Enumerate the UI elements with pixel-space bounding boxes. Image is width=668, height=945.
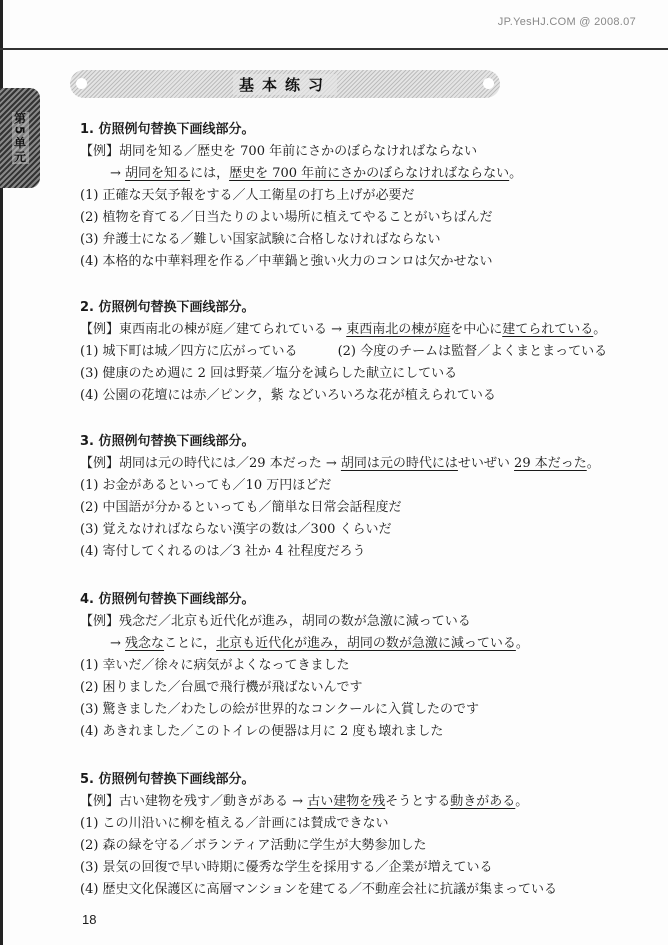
exercise-item: (4) 歴史文化保護区に高層マンションを建てる／不動産会社に抗議が集まっている — [80, 882, 557, 897]
example-text: 東西南北の棟が庭／建てられている — [119, 322, 328, 337]
answer-text: 。 — [586, 456, 600, 471]
exercise-section-5 — [80, 768, 650, 901]
exercise-section-1 — [80, 118, 650, 273]
exercise-section-4 — [80, 588, 650, 743]
answer-text: 。 — [509, 166, 523, 181]
exercise-section-3 — [80, 430, 650, 563]
exercise-item: (2) 今度のチームは監督／よくまとまっている — [337, 344, 608, 359]
underlined-text: 古い建物を残 — [307, 794, 386, 809]
underlined-text: 29 本だった — [514, 456, 587, 471]
example-label: 【例】 — [80, 794, 120, 809]
arrow-icon: → — [110, 166, 121, 181]
header-rule — [0, 48, 668, 50]
answer-text: ことに， — [164, 636, 217, 651]
example-line — [80, 319, 650, 341]
banner-dot-icon — [76, 78, 87, 89]
underlined-text: 残念な — [125, 636, 165, 651]
exercise-item: (2) 中国語が分かるといっても／簡単な日常会話程度だ — [80, 500, 402, 515]
underlined-text: 歴史を 700 年前にさかのぼらなければならない — [229, 166, 510, 181]
banner-title: 基本练习 — [233, 74, 337, 95]
example-label: 【例】 — [80, 144, 120, 159]
exercise-item: (1) 幸いだ／徐々に病気がよくなってきました — [80, 658, 350, 673]
underlined-text: 建てられている — [502, 322, 594, 337]
unit-tab-label: 第5单元 — [12, 111, 27, 165]
section-banner — [70, 70, 500, 98]
arrow-icon: → — [331, 322, 343, 337]
exercise-item: (2) 植物を育てる／日当たりのよい場所に植えてやることがいちばんだ — [80, 210, 493, 225]
exercise-item: (4) 公園の花壇には赤／ピンク，紫 などいろいろな花が植えられている — [80, 388, 496, 403]
section-heading: 3. 仿照例句替换下画线部分。 — [80, 434, 255, 449]
example-answer — [80, 633, 650, 655]
section-heading: 4. 仿照例句替换下画线部分。 — [80, 592, 255, 607]
underlined-text: 東西南北の棟が庭 — [346, 322, 451, 337]
banner-dot-icon — [483, 78, 494, 89]
example-text: 残念だ／北京も近代化が進み，胡同の数が急激に減っている — [119, 614, 471, 629]
answer-text: せいぜい — [457, 456, 515, 471]
example-text: 胡同を知る／歴史を 700 年前にさかのぼらなければならない — [119, 144, 478, 159]
exercise-item: (1) 正確な天気予報をする／人工衛星の打ち上げが必要だ — [80, 188, 415, 203]
exercise-item-row — [80, 341, 650, 363]
exercise-item: (1) お金があるといっても／10 万円ほどだ — [80, 478, 332, 493]
section-heading: 5. 仿照例句替换下画线部分。 — [80, 772, 255, 787]
exercise-item: (3) 覚えなければならない漢字の数は／300 くらいだ — [80, 522, 392, 537]
arrow-icon: → — [325, 456, 337, 471]
answer-text: そうとする — [385, 794, 451, 809]
exercise-item: (3) 健康のため週に 2 回は野菜／塩分を減らした献立にしている — [80, 366, 458, 381]
example-text: 胡同は元の時代には／29 本だった — [119, 456, 322, 471]
answer-text: には， — [190, 166, 230, 181]
underlined-text: 動きがある — [450, 794, 516, 809]
underlined-text: 胡同を知る — [125, 166, 191, 181]
example-line — [80, 791, 650, 813]
answer-text: を中心に — [450, 322, 503, 337]
arrow-icon: → — [292, 794, 304, 809]
exercise-item: (3) 景気の回復で早い時期に優秀な学生を採用する／企業が増えている — [80, 860, 493, 875]
answer-text: 。 — [515, 636, 529, 651]
exercise-item: (1) この川沿いに柳を植える／計画には賛成できない — [80, 816, 389, 831]
section-heading: 2. 仿照例句替换下画线部分。 — [80, 300, 255, 315]
exercise-item: (3) 弁護士になる／難しい国家試験に合格しなければならない — [80, 232, 441, 247]
exercise-item: (1) 城下町は城／四方に広がっている — [80, 344, 298, 359]
example-line — [80, 611, 650, 633]
section-heading: 1. 仿照例句替换下画线部分。 — [80, 122, 255, 137]
exercise-item: (4) 本格的な中華料理を作る／中華鍋と強い火力のコンロは欠かせない — [80, 254, 493, 269]
example-line — [80, 453, 650, 475]
example-label: 【例】 — [80, 614, 120, 629]
example-label: 【例】 — [80, 322, 120, 337]
example-label: 【例】 — [80, 456, 120, 471]
exercise-item: (3) 驚きました／わたしの絵が世界的なコンクールに入賞したのです — [80, 702, 480, 717]
exercise-item: (4) あきれました／このトイレの便器は月に 2 度も壊れました — [80, 724, 444, 739]
example-line — [80, 141, 650, 163]
answer-text: 。 — [515, 794, 529, 809]
exercise-section-2 — [80, 296, 650, 407]
page-number: 18 — [82, 912, 97, 927]
exercise-item: (2) 森の緑を守る／ボランティア活動に学生が大勢参加した — [80, 838, 427, 853]
example-text: 古い建物を残す／動きがある — [119, 794, 289, 809]
exercise-item: (4) 寄付してくれるのは／3 社か 4 社程度だろう — [80, 544, 366, 559]
arrow-icon: → — [110, 636, 121, 651]
exercise-item: (2) 困りました／台風で飛行機が飛ばないんです — [80, 680, 363, 695]
unit-tab — [0, 88, 40, 188]
answer-text: 。 — [593, 322, 607, 337]
underlined-text: 北京も近代化が進み，胡同の数が急激に減っている — [216, 636, 516, 651]
watermark: JP.YesHJ.COM @ 2008.07 — [497, 16, 636, 28]
underlined-text: 胡同は元の時代には — [340, 456, 458, 471]
example-answer — [80, 163, 650, 185]
